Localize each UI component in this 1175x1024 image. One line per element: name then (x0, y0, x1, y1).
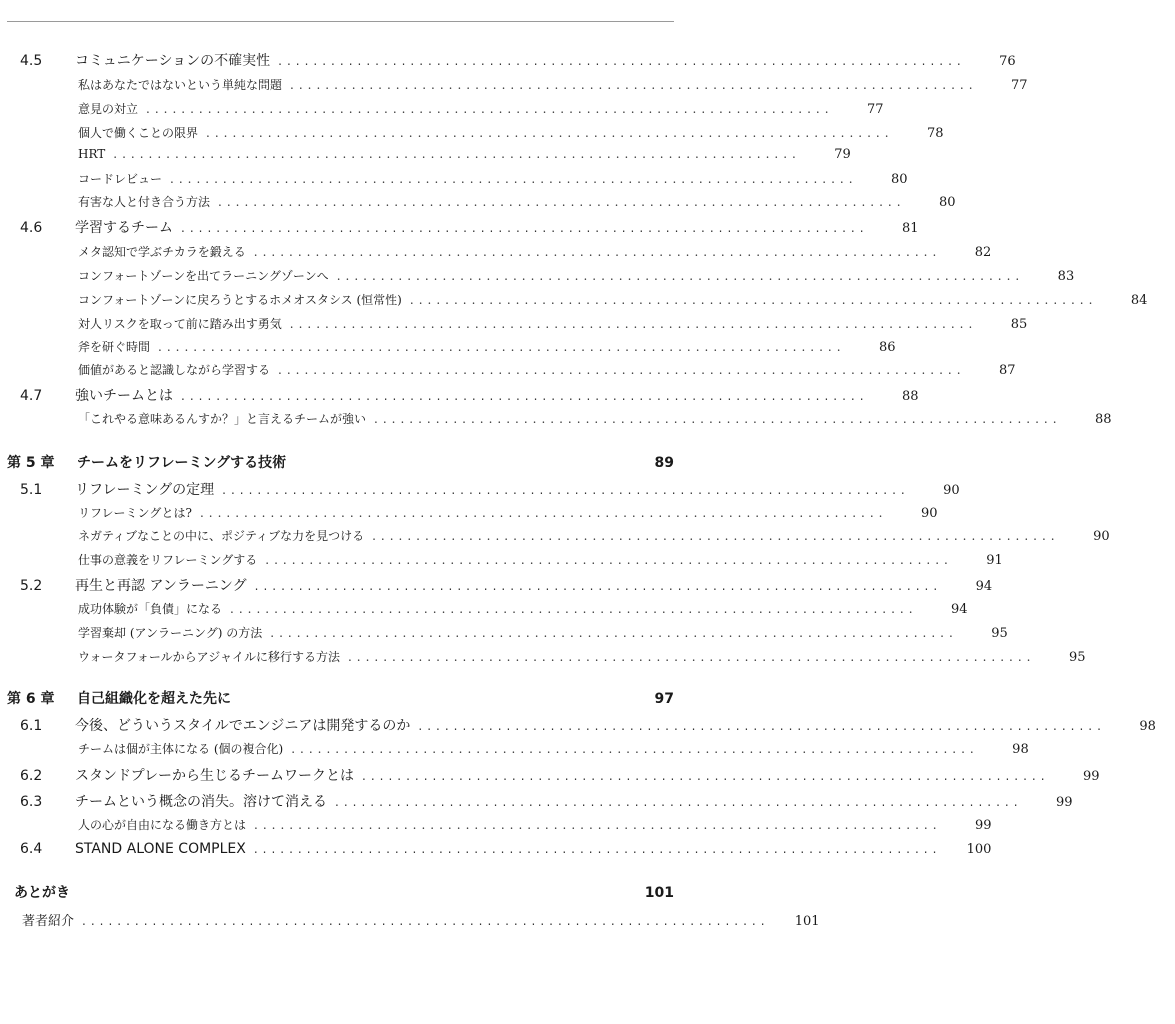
entry-title: リフレーミングとは? (78, 506, 192, 520)
leader-dots: .............................................................................. (158, 340, 846, 354)
entry-title: コードレビュー (78, 172, 163, 186)
section-number: 4.7 (20, 388, 43, 404)
toc-entry-subsection[interactable] (0, 170, 908, 187)
page-number: 86 (879, 340, 896, 355)
page-number: 80 (891, 172, 908, 187)
toc-entry-subsection[interactable] (0, 361, 1016, 378)
entry-title: ウォータフォールからアジャイルに移行する方法 (78, 650, 340, 664)
leader-dots: .............................................................................. (82, 914, 770, 928)
leader-dots: .............................................................................. (206, 126, 894, 140)
top-rule (7, 21, 674, 22)
page-number: 91 (986, 553, 1003, 568)
toc-entry-section[interactable] (0, 575, 993, 595)
page-number: 82 (974, 245, 992, 260)
entry-title: 再生と再認 アンラーニング (75, 578, 247, 594)
page-number: 99 (1083, 769, 1100, 784)
entry-title: コンフォートゾーンを出てラーニングゾーンへ (78, 269, 329, 283)
page-number: 85 (1010, 317, 1028, 332)
toc-entry-subsection[interactable] (0, 147, 851, 162)
leader-dots: .............................................................................. (146, 102, 834, 116)
entry-title: コミュニケーションの不確実性 (75, 53, 271, 69)
toc-entry-subsection[interactable] (0, 504, 938, 521)
toc-entry-subsection[interactable] (0, 267, 1075, 284)
section-number: 6.4 (20, 841, 43, 857)
page-number: 76 (999, 54, 1016, 69)
page-number: 98 (1012, 742, 1029, 757)
leader-dots: .............................................................................. (230, 602, 918, 616)
entry-title: スタンドプレーから生じるチームワークとは (75, 768, 355, 784)
leader-dots: .............................................................................. (347, 650, 1036, 664)
entry-title: 成功体験が「負債」になる (78, 602, 223, 616)
entry-title: コンフォートゾーンに戻ろうとするホメオスタシス (恒常性) (78, 293, 402, 307)
toc-entry-section[interactable] (0, 841, 992, 857)
leader-dots: .............................................................................. (336, 269, 1025, 283)
leader-dots: .............................................................................. (374, 412, 1062, 426)
leader-dots: .............................................................................. (290, 78, 978, 92)
page-number: 101 (644, 885, 674, 901)
toc-entry-subsection[interactable] (0, 551, 1003, 568)
chapter-number: 第 6 章 (7, 691, 55, 707)
entry-title: 有害な人と付き合う方法 (78, 195, 211, 209)
toc-entry-subsection[interactable] (0, 100, 884, 117)
page-number: 77 (867, 102, 884, 117)
toc-entry-subsection[interactable] (0, 410, 1112, 427)
section-number: 6.3 (20, 794, 43, 810)
page-number: 80 (939, 195, 956, 210)
leader-dots: .............................................................................. (253, 842, 942, 856)
toc-entry-subsection[interactable] (0, 193, 956, 210)
toc-entry-section[interactable] (0, 50, 1016, 70)
page-number: 87 (999, 363, 1016, 378)
entry-title: 学習棄却 (アンラーニング) の方法 (78, 626, 263, 640)
entry-title: HRT (78, 147, 106, 161)
leader-dots: .............................................................................. (253, 245, 942, 259)
entry-title: 仕事の意義をリフレーミングする (78, 553, 258, 567)
entry-title: 人の心が自由になる働き方とは (78, 818, 247, 832)
entry-title: チームは個が主体になる (個の複合化) (78, 742, 284, 756)
toc-entry-section[interactable] (0, 479, 960, 499)
toc-entry-subsection[interactable] (0, 527, 1110, 544)
page-number: 94 (975, 579, 993, 594)
entry-title: 個人で働くことの限界 (78, 126, 199, 140)
toc-entry-subsection[interactable] (0, 600, 968, 617)
leader-dots: .............................................................................. (181, 221, 869, 235)
leader-dots: .............................................................................. (289, 317, 978, 331)
page-number: 97 (654, 691, 674, 707)
toc-entry-section[interactable] (0, 765, 1100, 785)
entry-title: メタ認知で学ぶチカラを鍛える (78, 245, 246, 259)
section-number: 6.1 (20, 718, 43, 734)
entry-title: STAND ALONE COMPLEX (75, 841, 246, 857)
toc-entry-subsection[interactable] (0, 338, 896, 355)
leader-dots: .............................................................................. (335, 795, 1023, 809)
page-number: 94 (951, 602, 968, 617)
leader-dots: .............................................................................. (278, 54, 966, 68)
entry-title: あとがき (14, 885, 70, 901)
entry-title: リフレーミングの定理 (75, 482, 215, 498)
toc-entry-section[interactable] (0, 385, 919, 405)
toc-entry-subsection[interactable] (0, 315, 1028, 332)
entry-title: 「これやる意味あるんすか？」と言えるチームが強い (78, 412, 367, 426)
page-number: 81 (901, 221, 919, 236)
toc-entry-author-profile[interactable] (0, 910, 820, 929)
leader-dots: .............................................................................. (113, 147, 801, 161)
toc-entry-subsection[interactable] (0, 648, 1086, 665)
leader-dots: .............................................................................. (222, 483, 910, 497)
entry-title: 意見の対立 (78, 102, 139, 116)
toc-entry-section[interactable] (0, 715, 1156, 735)
entry-title: 価値があると認識しながら学習する (78, 363, 271, 377)
leader-dots: .............................................................................. (270, 626, 958, 640)
toc-entry-subsection[interactable] (0, 124, 944, 141)
entry-title: 強いチームとは (75, 388, 173, 404)
page-number: 90 (920, 506, 938, 521)
toc-entry-chapter[interactable] (0, 688, 693, 708)
entry-title: 斧を研ぐ時間 (78, 340, 151, 354)
page-number: 99 (975, 818, 992, 833)
section-number: 4.6 (20, 220, 43, 236)
leader-dots: .............................................................................. (254, 579, 943, 593)
toc-entry-subsection[interactable] (0, 243, 992, 260)
page-number: 95 (991, 626, 1008, 641)
page-number: 98 (1139, 719, 1156, 734)
page-number: 77 (1011, 78, 1028, 93)
section-number: 5.2 (20, 578, 43, 594)
leader-dots: .............................................................................. (170, 172, 858, 186)
page-number: 88 (901, 389, 919, 404)
page-number: 78 (927, 126, 944, 141)
page-number: 84 (1130, 293, 1148, 308)
page-number: 90 (943, 483, 960, 498)
entry-title: 著者紹介 (22, 914, 75, 929)
page-number: 95 (1068, 650, 1086, 665)
entry-title: 自己組織化を超えた先に (77, 691, 231, 707)
leader-dots: .............................................................................. (278, 363, 966, 377)
leader-dots: .............................................................................. (265, 553, 953, 567)
page-number: 99 (1055, 795, 1073, 810)
section-number: 6.2 (20, 768, 43, 784)
entry-title: 今後、どういうスタイルでエンジニアは開発するのか (75, 718, 411, 734)
toc-entry-subsection[interactable] (0, 76, 1028, 93)
section-number: 5.1 (20, 482, 43, 498)
page-number: 89 (654, 455, 674, 471)
toc-entry-section[interactable] (0, 217, 919, 237)
leader-dots: .............................................................................. (291, 742, 979, 756)
entry-title: 私はあなたではないという単純な問題 (78, 78, 283, 92)
leader-dots: .............................................................................. (181, 389, 869, 403)
entry-title: ネガティブなことの中に、ポジティブな力を見つける (78, 529, 365, 543)
toc-entry-afterword[interactable] (0, 882, 693, 902)
leader-dots: .............................................................................. (409, 293, 1098, 307)
toc-entry-subsection[interactable] (0, 740, 1029, 757)
entry-title: チームという概念の消失。溶けて消える (75, 794, 327, 810)
toc-entry-subsection[interactable] (0, 816, 992, 833)
leader-dots: .............................................................................. (418, 719, 1106, 733)
leader-dots: .............................................................................. (362, 769, 1050, 783)
entry-title: 学習するチーム (75, 220, 173, 236)
page-number: 100 (966, 842, 992, 857)
leader-dots: .............................................................................. (218, 195, 906, 209)
page-number: 88 (1095, 412, 1112, 427)
chapter-number: 第 5 章 (7, 455, 55, 471)
page-number: 79 (834, 147, 851, 162)
toc-entry-chapter[interactable] (0, 452, 693, 472)
entry-title: チームをリフレーミングする技術 (77, 455, 287, 471)
page-number: 83 (1057, 269, 1075, 284)
leader-dots: .............................................................................. (199, 506, 888, 520)
section-number: 4.5 (20, 53, 43, 69)
toc-entry-section[interactable] (0, 791, 1073, 811)
leader-dots: .............................................................................. (372, 529, 1060, 543)
leader-dots: .............................................................................. (254, 818, 942, 832)
toc-entry-subsection[interactable] (0, 624, 1008, 641)
entry-title: 対人リスクを取って前に踏み出す勇気 (78, 317, 282, 331)
page-number: 90 (1093, 529, 1110, 544)
toc-entry-subsection[interactable] (0, 291, 1148, 308)
page-number: 101 (794, 914, 820, 929)
